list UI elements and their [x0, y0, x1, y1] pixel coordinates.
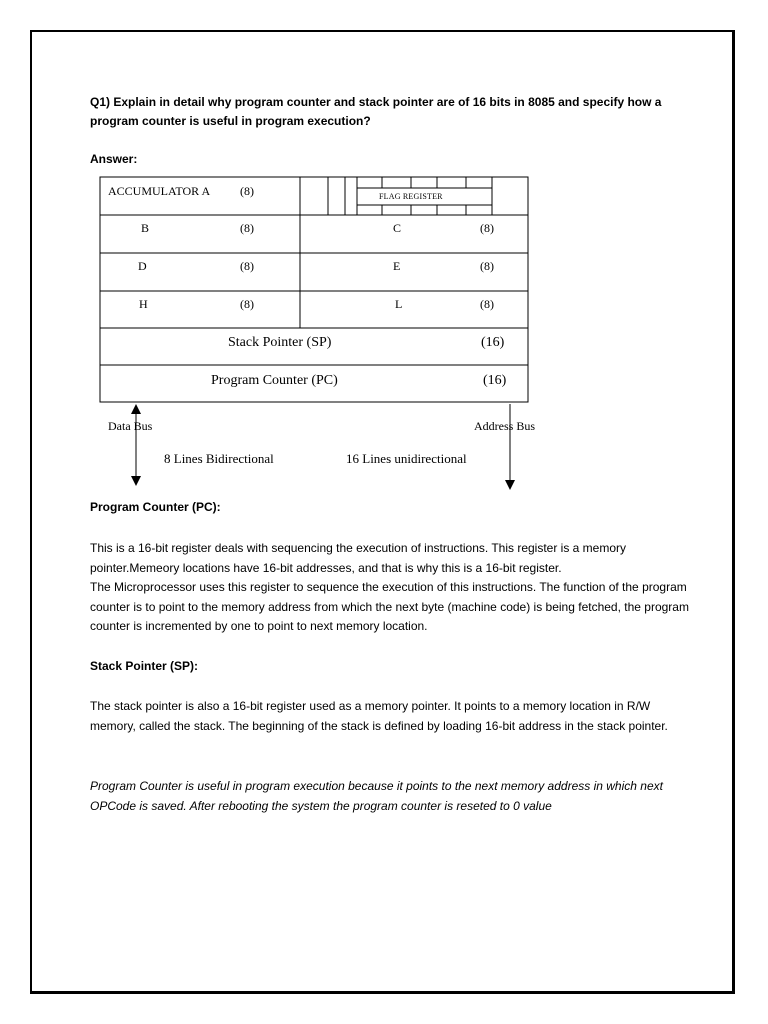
- accumulator-label: ACCUMULATOR A: [108, 184, 211, 198]
- data-bus-lines: 8 Lines Bidirectional: [164, 451, 274, 466]
- flag-register-label: FLAG REGISTER: [379, 192, 443, 201]
- pc-paragraph-2: The Microprocessor uses this register to sequence the execution of this instructions. The function of the program counter is to point to the memory address from which the next byte (machine code) is being fetched, the program counter is incremented by one to point to next memory location.: [90, 580, 689, 633]
- program-counter-bits: (16): [483, 373, 507, 388]
- conclusion-paragraph: Program Counter is useful in program execution because it points to the next memory address in which next OPCode is saved. After rebooting the system the program counter is reseted to 0 value: [90, 779, 663, 813]
- address-bus-label: Address Bus: [474, 419, 536, 433]
- program-counter-label: Program Counter (PC): [211, 373, 338, 388]
- register-l-bits: (8): [480, 297, 494, 311]
- accumulator-bits: (8): [240, 184, 254, 198]
- register-l: L: [395, 297, 403, 311]
- register-c-bits: (8): [480, 221, 494, 235]
- register-h: H: [139, 297, 148, 311]
- pc-heading: Program Counter (PC):: [90, 500, 221, 514]
- register-c: C: [393, 221, 402, 235]
- pc-paragraph-1: This is a 16-bit register deals with sequencing the execution of instructions. This register is a memory pointer.Memeory locations have 16-bit addresses, and that is why this is a 16-bit register.: [90, 541, 627, 575]
- register-e: E: [393, 259, 401, 273]
- sp-paragraph: The stack pointer is also a 16-bit register used as a memory pointer. It points to a memory location in R/W memory, called the stack. The beginning of the stack is defined by loading 16-bit address in the stack pointer.: [90, 699, 668, 733]
- register-d-bits: (8): [240, 259, 254, 273]
- data-bus-label: Data Bus: [108, 419, 153, 433]
- address-bus-lines: 16 Lines unidirectional: [346, 451, 467, 466]
- stack-pointer-bits: (16): [481, 335, 505, 350]
- register-d: D: [138, 259, 147, 273]
- register-h-bits: (8): [240, 297, 254, 311]
- sp-heading: Stack Pointer (SP):: [90, 659, 199, 673]
- stack-pointer-label: Stack Pointer (SP): [228, 335, 332, 350]
- question-text: Q1) Explain in detail why program counter and stack pointer are of 16 bits in 8085 and specify how a program counter is useful in program execution?: [90, 95, 662, 128]
- register-b: B: [141, 221, 150, 235]
- register-b-bits: (8): [240, 221, 254, 235]
- register-e-bits: (8): [480, 259, 494, 273]
- answer-label: Answer:: [90, 152, 138, 166]
